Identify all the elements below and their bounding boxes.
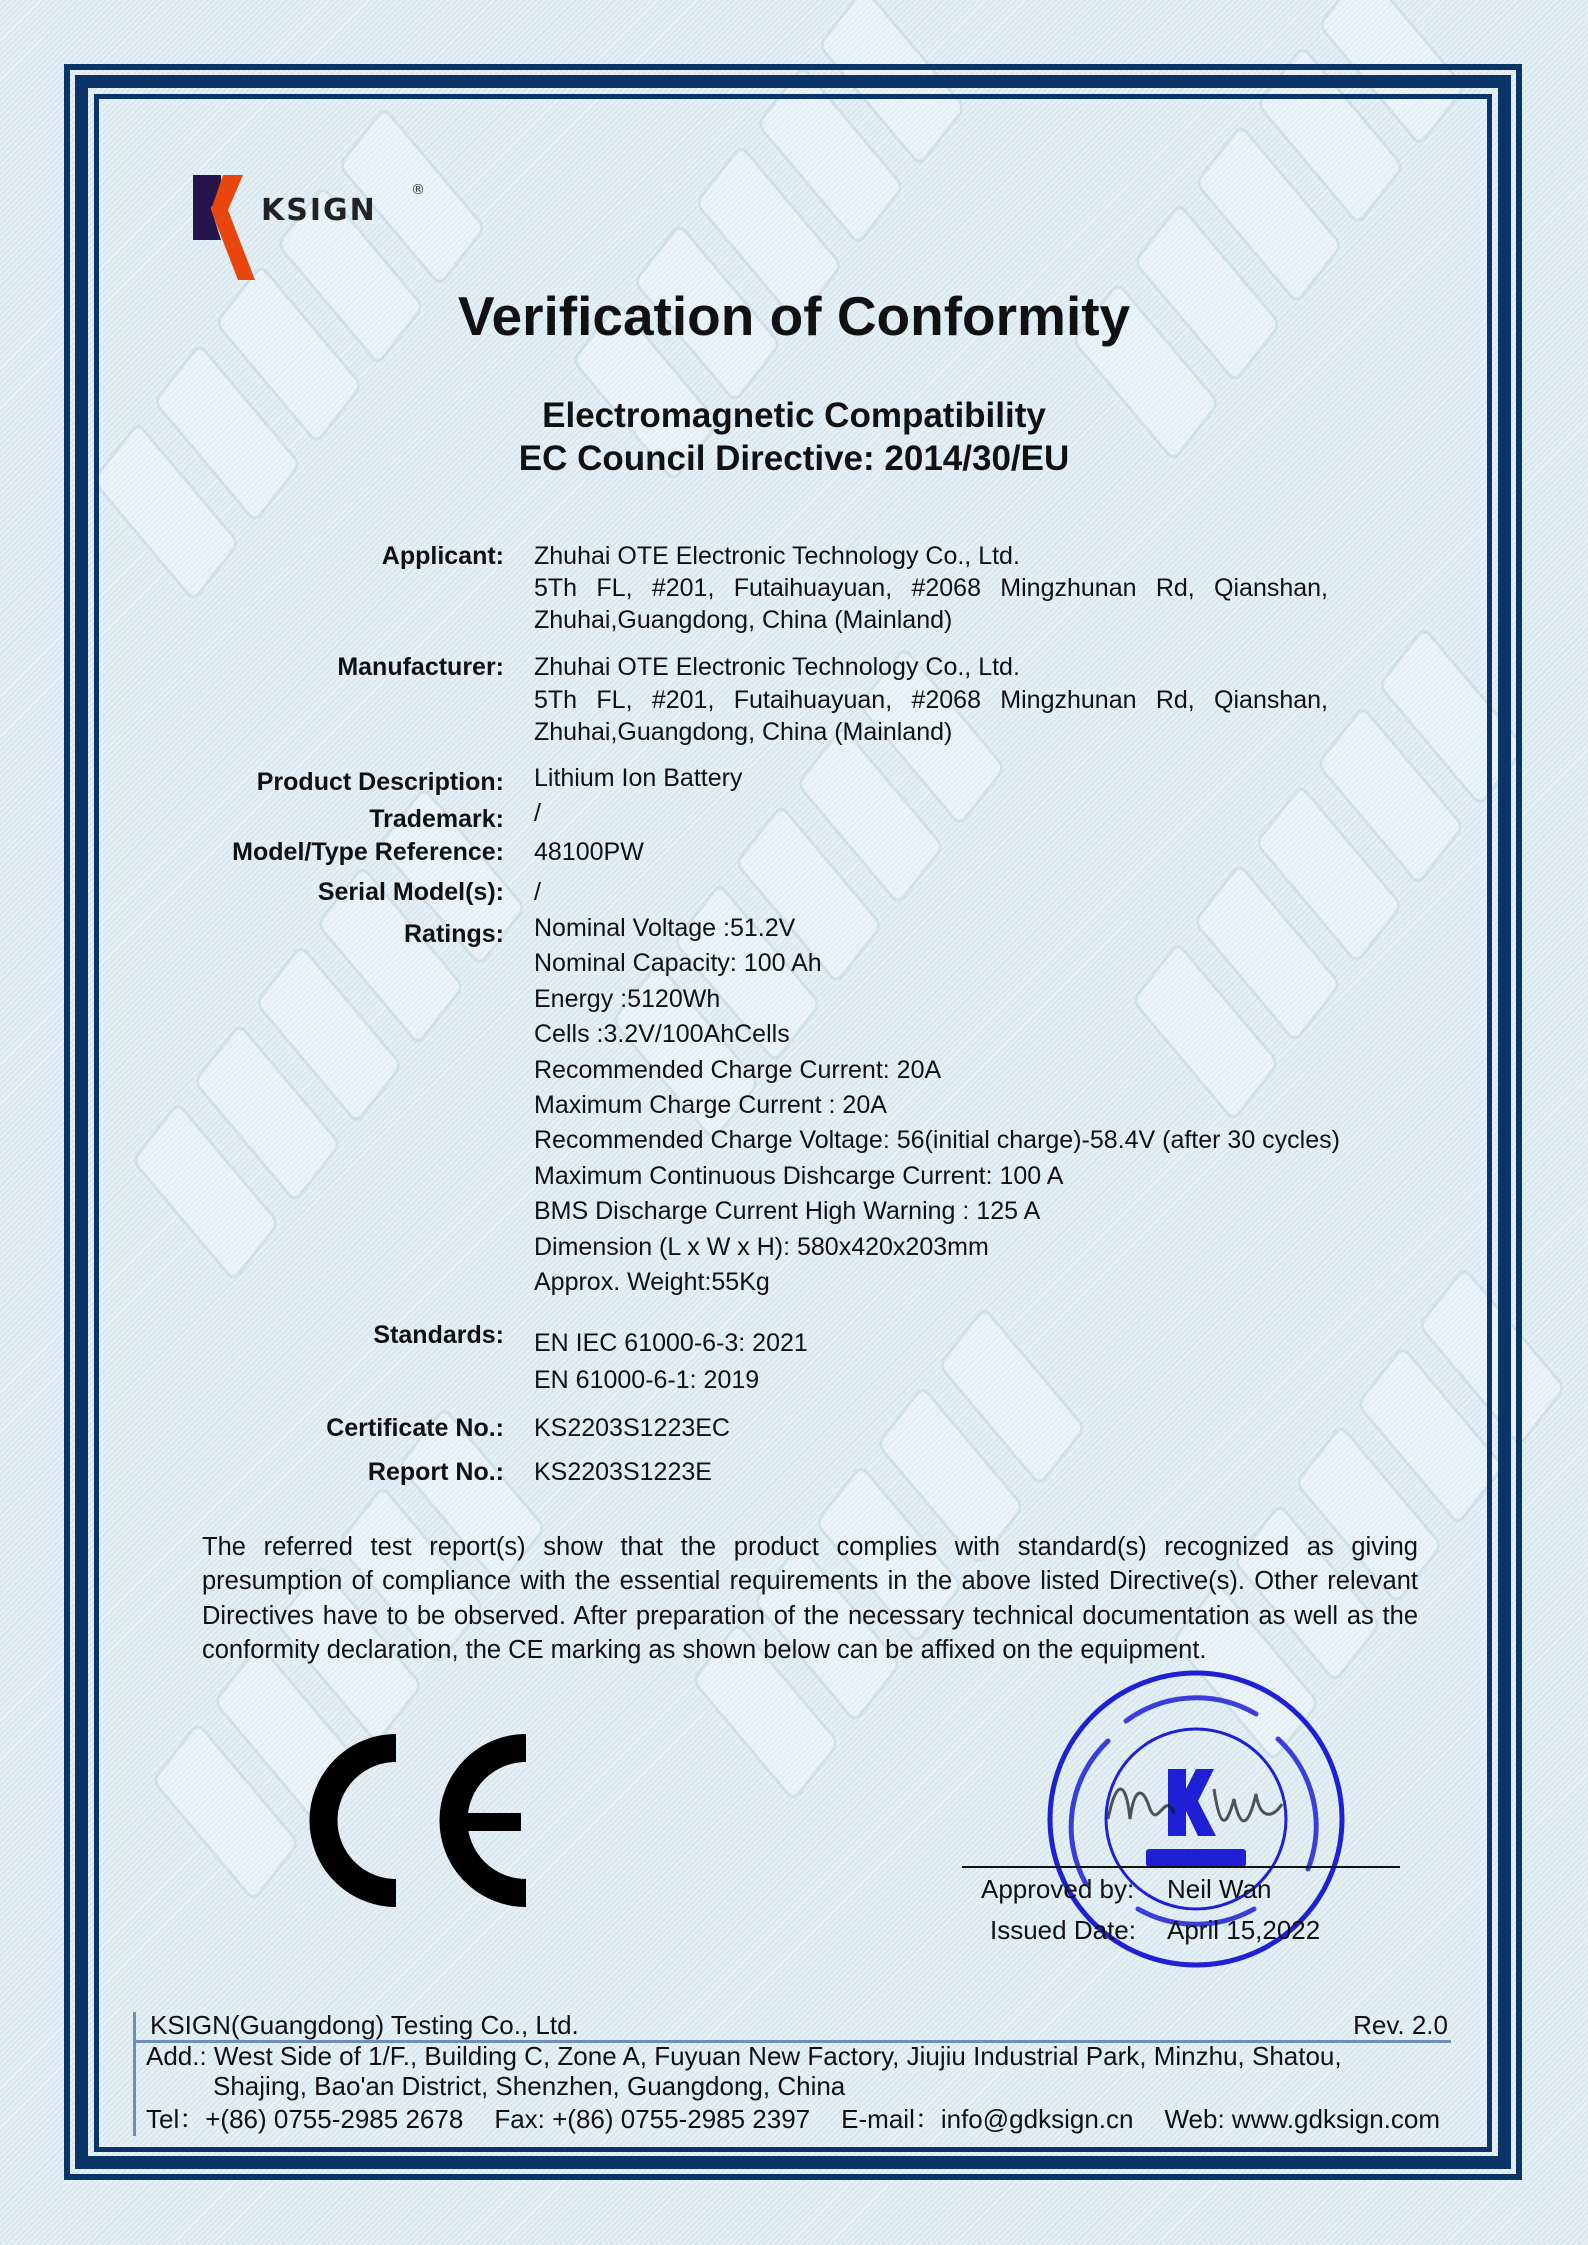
applicant-value: Zhuhai,Guangdong, China (Mainland) <box>534 606 953 634</box>
serial-label: Serial Model(s): <box>317 878 504 906</box>
standard-item: EN 61000-6-1: 2019 <box>534 1366 760 1394</box>
logo-wordmark: KSIGN <box>261 193 377 228</box>
standards-label: Standards: <box>373 1321 504 1349</box>
page-title: Verification of Conformity <box>457 285 1131 347</box>
footer-company: KSIGN(Guangdong) Testing Co., Ltd. <box>150 2010 579 2040</box>
footer-fax: Fax: +(86) 0755-2985 2397 <box>494 2104 811 2134</box>
product-label: Product Description: <box>256 768 504 796</box>
footer-contacts <box>146 2104 1440 2134</box>
rating-item: Recommended Charge Current: 20A <box>534 1055 942 1084</box>
applicant-label: Applicant: <box>381 542 504 570</box>
trademark-label: Trademark: <box>369 805 504 833</box>
manufacturer-value: Zhuhai,Guangdong, China (Mainland) <box>534 718 953 746</box>
model-value: 48100PW <box>534 838 644 866</box>
registered-mark: ® <box>411 182 425 198</box>
manufacturer-value: 5Th FL, #201, Futaihuayuan, #2068 Mingzhunan Rd, Qianshan, <box>534 686 1328 714</box>
rating-item: Approx. Weight:55Kg <box>534 1268 770 1296</box>
directive-subtitle: EC Council Directive: 2014/30/EU <box>518 439 1070 478</box>
compliance-statement: The referred test report(s) show that the product complies with standard(s) recognized as giving presumption of compliance with the essential requirements in the above listed Directive(s). Other relevant Directives have to be observed. After preparation of the necessary technical documentation as well as the conformity declaration, the CE marking as shown below can be affixed on the equipment. <box>202 1533 1418 1664</box>
approved-by-label: Approved by: <box>981 1874 1135 1904</box>
rating-item: Maximum Charge Current : 20A <box>534 1091 887 1119</box>
footer-web[interactable]: Web: www.gdksign.com <box>1164 2104 1440 2134</box>
rating-item: Dimension (L x W x H): 580x420x203mm <box>534 1232 989 1261</box>
rating-item: Energy :5120Wh <box>534 984 721 1013</box>
rating-item: Recommended Charge Voltage: 56(initial charge)-58.4V (after 30 cycles) <box>534 1126 1340 1155</box>
report-label: Report No.: <box>367 1458 504 1486</box>
ksign-logo-mark <box>193 170 433 285</box>
trademark-value: / <box>534 799 541 827</box>
rating-item: Maximum Continuous Dishcarge Current: 100 A <box>534 1161 1064 1190</box>
issued-date-label: Issued Date: <box>990 1915 1136 1945</box>
ce-mark <box>286 1728 536 1913</box>
issued-date-value: April 15,2022 <box>1167 1915 1321 1945</box>
rating-item: Nominal Voltage :51.2V <box>534 914 796 942</box>
certificate-label: Certificate No.: <box>326 1414 504 1442</box>
certificate-number: KS2203S1223EC <box>534 1414 730 1442</box>
serial-value: / <box>534 878 541 906</box>
manufacturer-label: Manufacturer: <box>337 653 504 681</box>
standard-item: EN IEC 61000-6-3: 2021 <box>534 1329 808 1357</box>
rating-item: Nominal Capacity: 100 Ah <box>534 949 822 978</box>
ksign-logo <box>193 170 433 285</box>
manufacturer-value: Zhuhai OTE Electronic Technology Co., Ltd. <box>534 653 1020 681</box>
footer-address: Add.: West Side of 1/F., Building C, Zone A, Fuyuan New Factory, Jiujiu Industrial Park, Minzhu, Shatou, <box>146 2041 1342 2071</box>
footer-tel: Tel：+(86) 0755-2985 2678 <box>146 2104 464 2134</box>
ratings-label: Ratings: <box>404 920 504 948</box>
footer-left-rule <box>133 2012 136 2136</box>
product-value: Lithium Ion Battery <box>534 764 743 792</box>
directive-subtitle: Electromagnetic Compatibility <box>542 396 1046 435</box>
footer-email: E-mail：info@gdksign.cn <box>841 2104 1134 2134</box>
report-number: KS2203S1223E <box>534 1458 712 1486</box>
signature-line <box>962 1866 1400 1868</box>
applicant-value: Zhuhai OTE Electronic Technology Co., Ltd. <box>534 542 1020 570</box>
rating-item: Cells :3.2V/100AhCells <box>534 1020 790 1049</box>
footer-address: Shajing, Bao'an District, Shenzhen, Guangdong, China <box>213 2071 846 2101</box>
footer-revision: Rev. 2.0 <box>1353 2010 1448 2040</box>
rating-item: BMS Discharge Current High Warning : 125 A <box>534 1197 1041 1226</box>
model-label: Model/Type Reference: <box>232 838 504 866</box>
applicant-value: 5Th FL, #201, Futaihuayuan, #2068 Mingzhunan Rd, Qianshan, <box>534 574 1328 602</box>
approved-by-name: Neil Wan <box>1167 1874 1272 1904</box>
